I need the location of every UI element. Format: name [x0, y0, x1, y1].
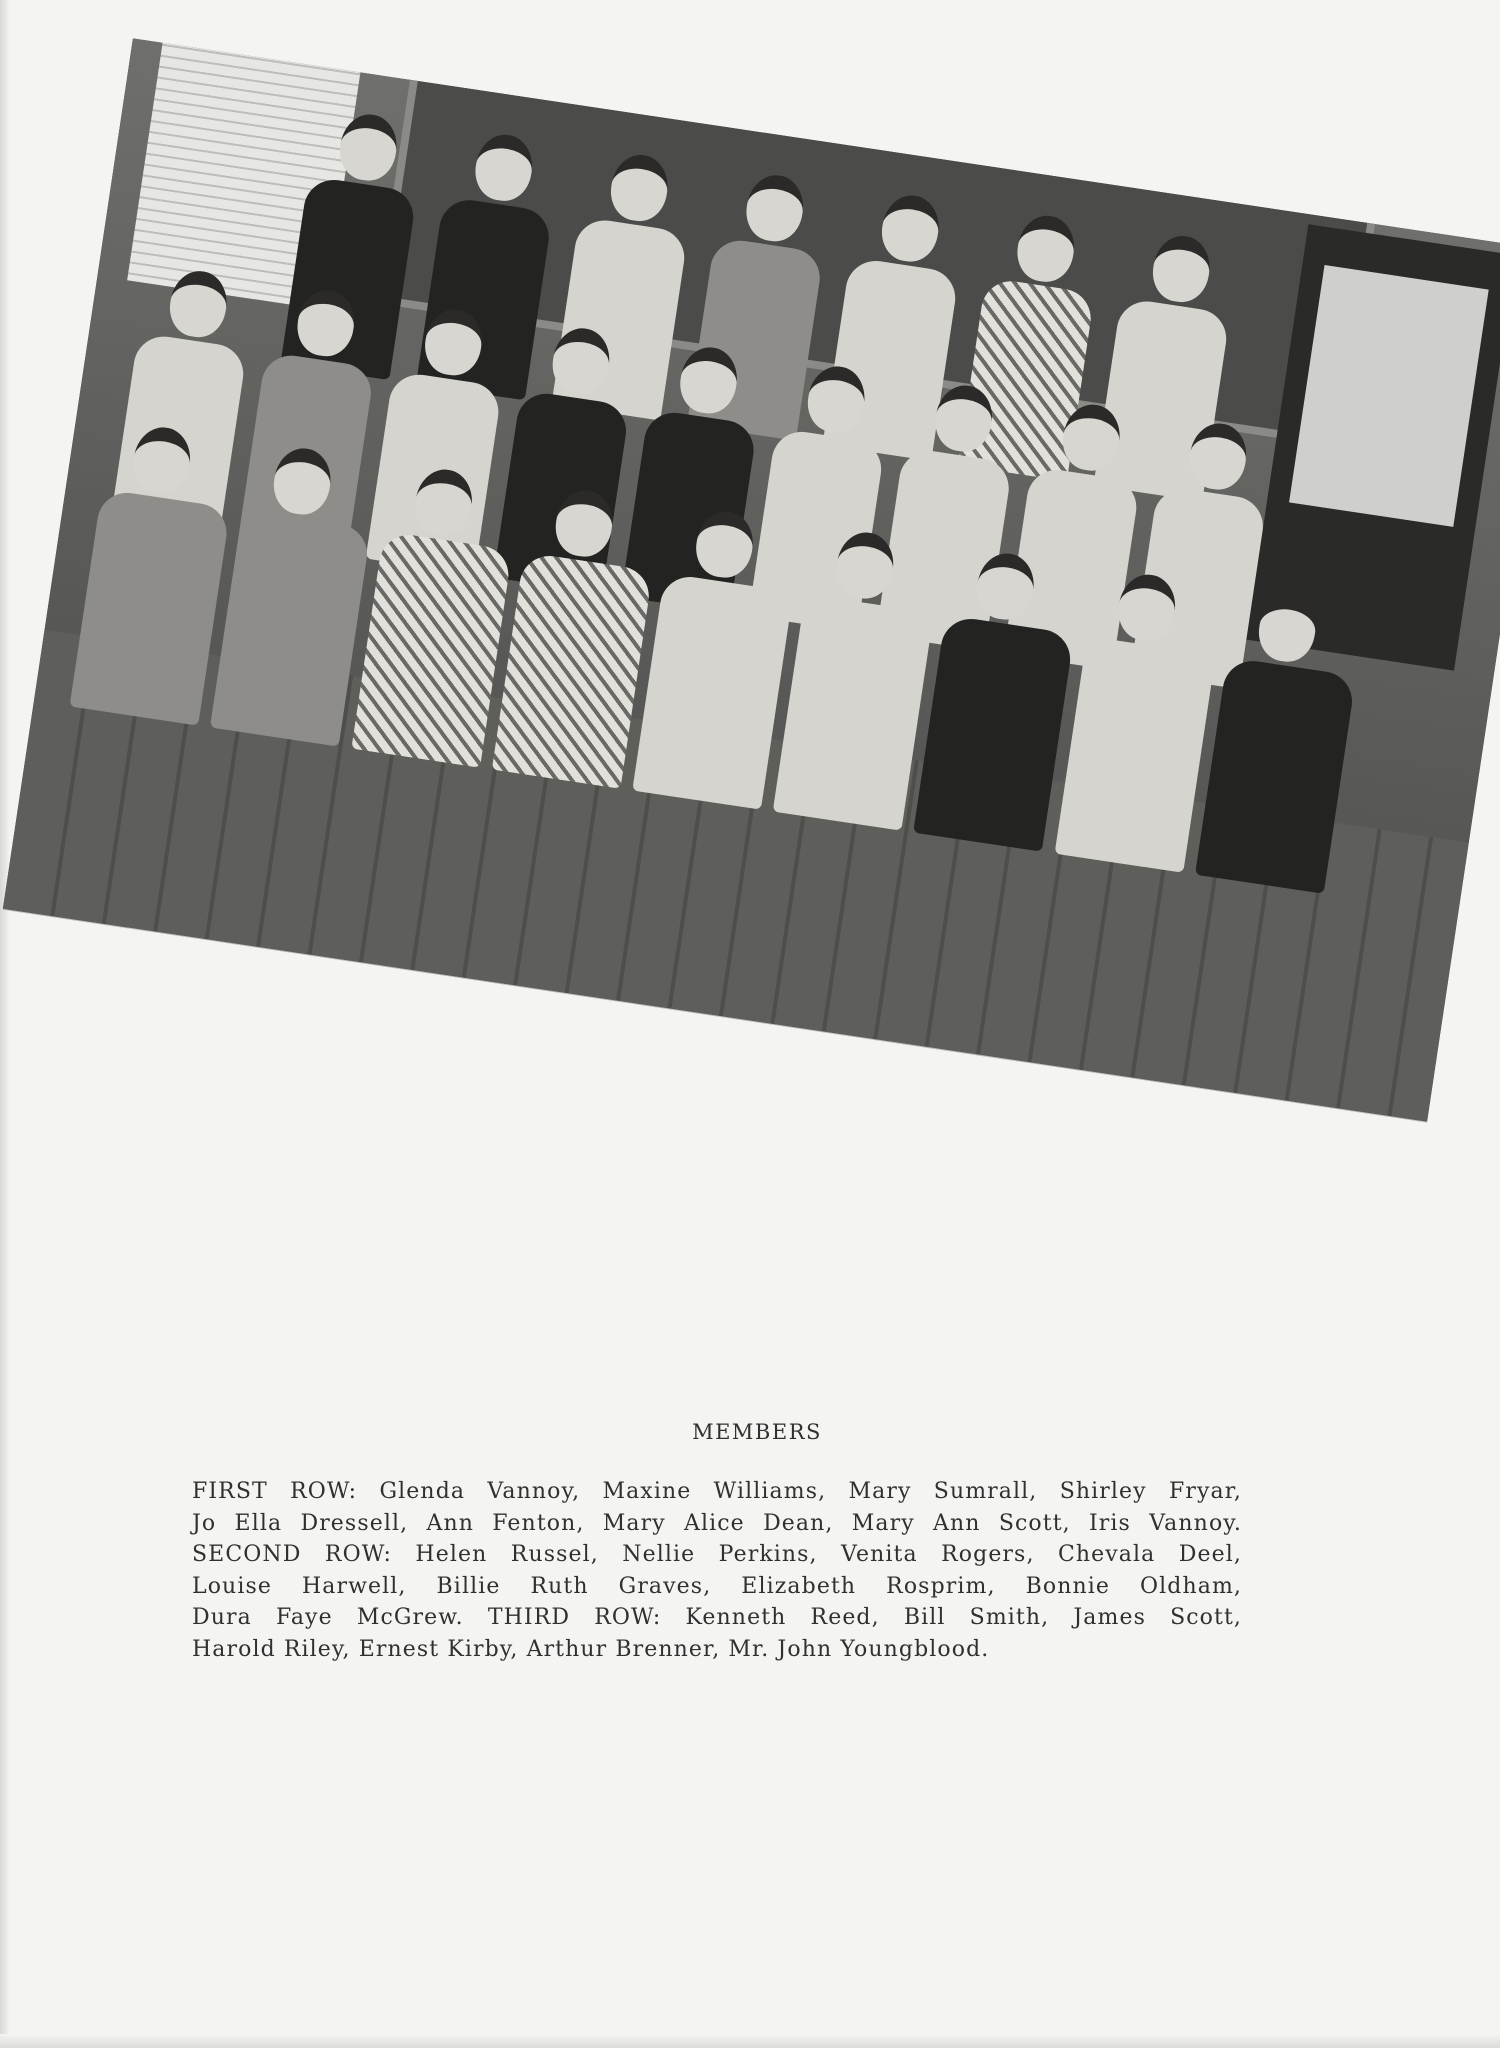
members-line: Dura Faye McGrew. THIRD ROW: Kenneth Reed, Bill Smith, James Scott, [192, 1605, 1242, 1630]
page-edge [0, 2034, 1500, 2048]
photo-person [632, 504, 784, 807]
photo-person [773, 525, 925, 828]
photo-person [210, 441, 362, 744]
photo-person [351, 462, 503, 765]
members-line: FIRST ROW: Glenda Vannoy, Maxine Williams, Mary Sumrall, Shirley Fryar, [192, 1479, 1242, 1504]
members-line: Jo Ella Dressell, Ann Fenton, Mary Alice Dean, Mary Ann Scott, Iris Vannoy. [192, 1510, 1242, 1536]
caption-title: MEMBERS [692, 1420, 822, 1444]
group-photograph [3, 38, 1500, 1121]
photo-person [1054, 567, 1206, 870]
photo-person [1195, 588, 1347, 891]
members-line: Harold Riley, Ernest Kirby, Arthur Brenner, Mr. John Youngblood. [192, 1636, 990, 1662]
members-line: Louise Harwell, Billie Ruth Graves, Elizabeth Rosprim, Bonnie Oldham, [192, 1573, 1242, 1599]
members-caption [192, 1420, 1242, 1665]
photo-person [70, 420, 222, 723]
page-edge [0, 0, 10, 2048]
photo-person [914, 546, 1066, 849]
members-list [192, 1476, 1242, 1665]
photo-person [492, 483, 644, 786]
members-line: SECOND ROW: Helen Russel, Nellie Perkins, Venita Rogers, Chevala Deel, [192, 1542, 1242, 1567]
